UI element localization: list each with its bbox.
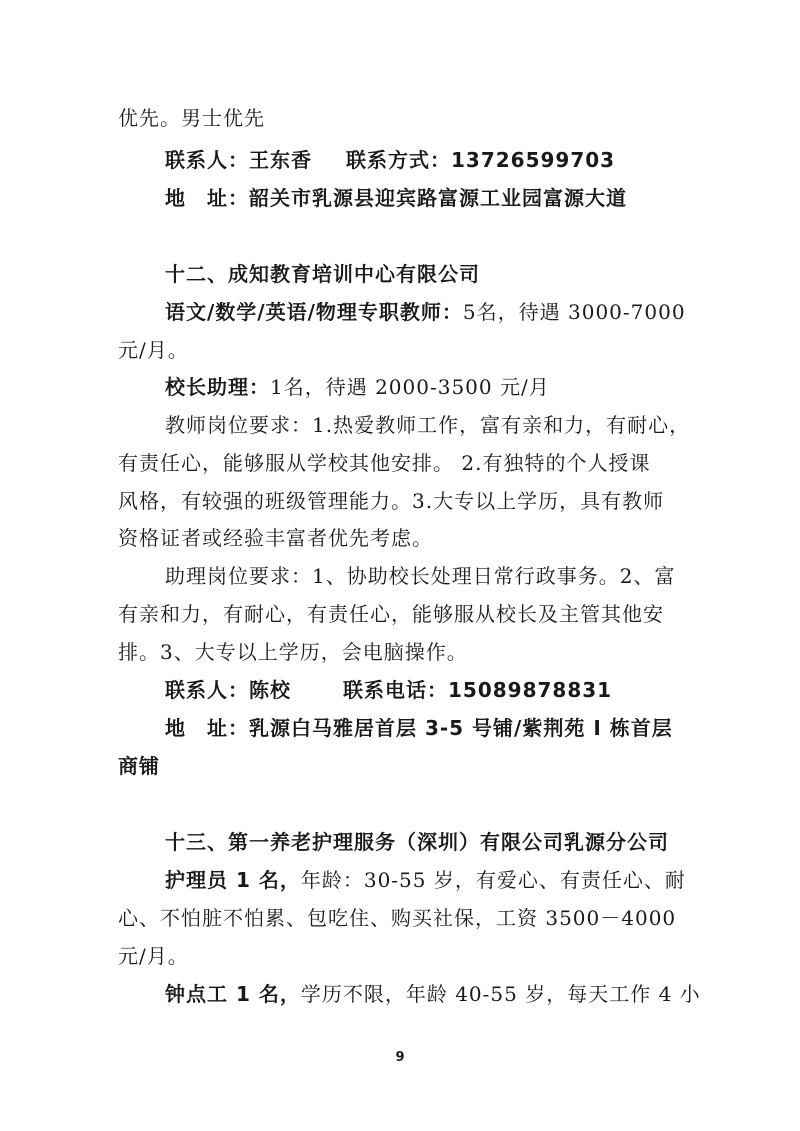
position-line <box>165 373 550 401</box>
section-title: 十三、第一养老护理服务（深圳）有限公司乳源分公司 <box>165 830 669 854</box>
text-line: 助理岗位要求：1、协助校长处理日常行政事务。2、富 <box>165 564 676 588</box>
text-line: 风格，有较强的班级管理能力。3.大专以上学历，具有教师 <box>118 489 665 513</box>
contact-phone-label: 联系电话： <box>343 678 448 702</box>
contact-phone: 13726599703 <box>451 148 616 172</box>
text-line: 元/月。 <box>118 944 189 968</box>
address-label: 地 址： <box>165 716 249 740</box>
contact-phone: 15089878831 <box>448 678 613 702</box>
section-title: 十二、成知教育培训中心有限公司 <box>165 262 480 286</box>
position-name: 校长助理： <box>165 375 270 399</box>
address-value: 乳源白马雅居首层 3-5 号铺/紫荆苑 I 栋首层 <box>249 716 673 740</box>
address-line <box>165 714 673 742</box>
position-line <box>165 980 701 1008</box>
address-line <box>165 184 627 212</box>
position-detail: 1名，待遇 2000-3500 元/月 <box>270 375 550 399</box>
position-name: 钟点工 1 名， <box>165 982 301 1006</box>
address-label: 地 址： <box>165 186 249 210</box>
position-detail: 学历不限，年龄 40-55 岁，每天工作 4 小 <box>300 982 701 1006</box>
contact-line <box>165 676 612 704</box>
contact-name: 王东香 <box>249 148 312 172</box>
address-line-cont: 商铺 <box>118 754 160 778</box>
position-line <box>165 298 686 326</box>
contact-method-label: 联系方式： <box>346 148 451 172</box>
text-line: 资格证者或经验丰富者优先考虑。 <box>118 526 433 550</box>
text-line: 排。3、大专以上学历，会电脑操作。 <box>118 640 468 664</box>
position-line <box>165 866 686 894</box>
contact-label: 联系人： <box>165 148 249 172</box>
contact-name: 陈校 <box>249 678 291 702</box>
contact-line <box>165 146 615 174</box>
contact-label: 联系人： <box>165 678 249 702</box>
text-line: 优先。男士优先 <box>118 106 265 130</box>
text-line: 元/月。 <box>118 338 189 362</box>
page-number: 9 <box>395 1050 405 1065</box>
position-detail: 年龄：30-55 岁，有爱心、有责任心、耐 <box>300 868 686 892</box>
text-line: 心、不怕脏不怕累、包吃住、购买社保，工资 3500－4000 <box>118 906 677 930</box>
text-line: 有责任心，能够服从学校其他安排。 2.有独特的个人授课 <box>118 451 651 475</box>
text-line: 教师岗位要求：1.热爱教师工作，富有亲和力，有耐心， <box>165 413 691 437</box>
address-value: 韶关市乳源县迎宾路富源工业园富源大道 <box>249 186 627 210</box>
position-name: 护理员 1 名， <box>165 868 301 892</box>
text-line: 有亲和力，有耐心，有责任心，能够服从校长及主管其他安 <box>118 602 664 626</box>
position-detail: 5名，待遇 3000-7000 <box>462 300 686 324</box>
position-name: 语文/数学/英语/物理专职教师： <box>165 300 463 324</box>
